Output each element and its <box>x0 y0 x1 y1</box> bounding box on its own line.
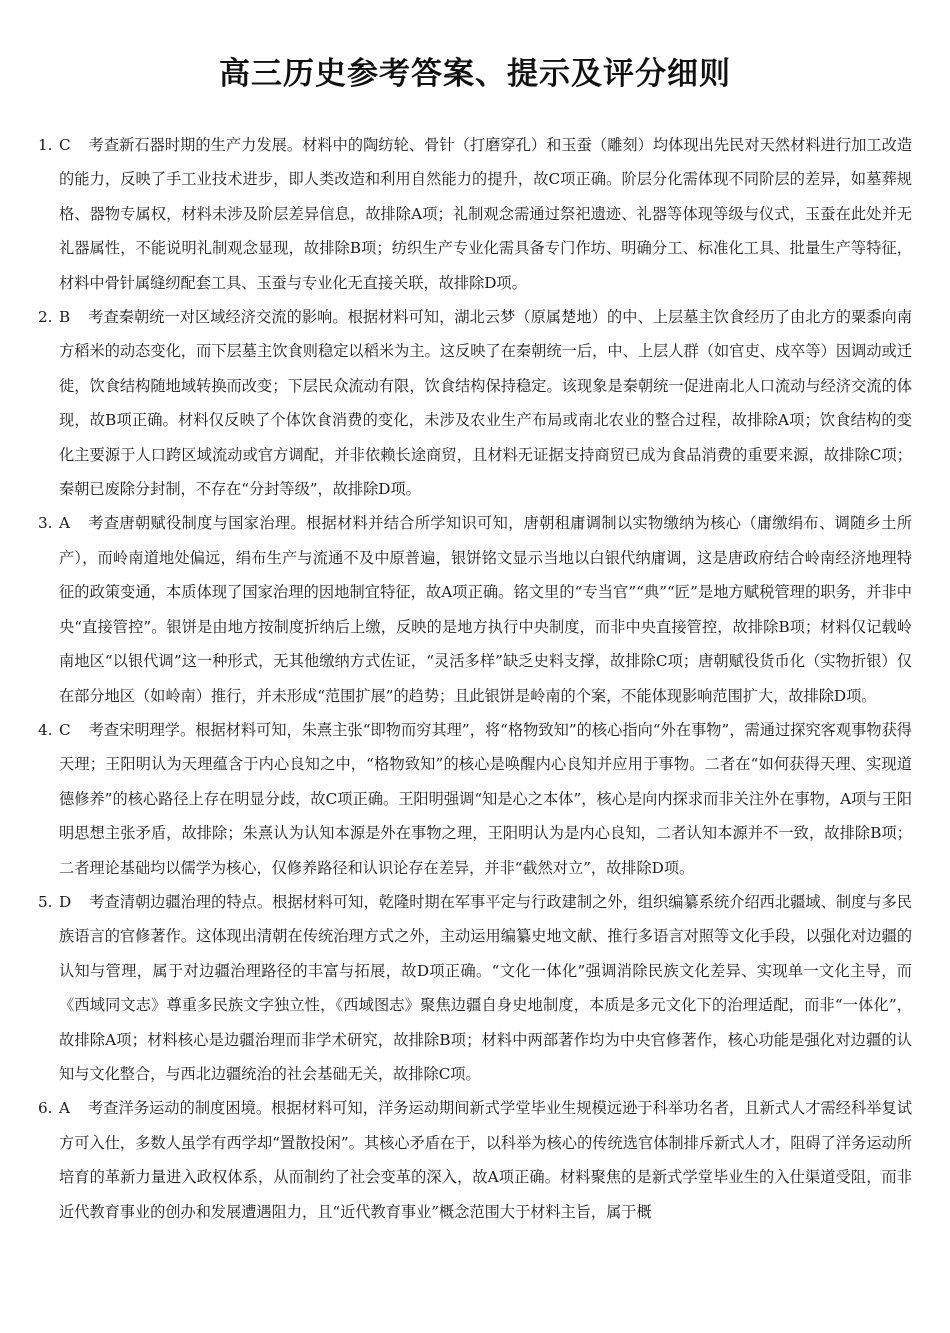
answer-choice: B <box>59 308 71 327</box>
answer-explanation: 考查宋明理学。根据材料可知，朱熹主张“即物而穷其理”，将“格物致知”的核心指向“外在事物”，需通过探究客观事物获得天理；王阳明认为天理蕴含于内心良知之中，“格物致知”的核心是唤醒内心良知并应用于事物。二者在“如何获得天理、实现道德修养”的核心路径上存在明显分歧，故C项正确。王阳明强调“知是心之本体”，核心是向内探求而非关注外在事物，A项与王阳明思想主张矛盾，故排除；朱熹认为认知本源是外在事物之理，王阳明认为是内心良知，二者认知本源并不一致，故排除B项；二者理论基础均以儒学为核心，仅修养路径和认识论存在差异，并非“截然对立”，故排除D项。 <box>59 720 912 877</box>
answer-item-3 <box>38 506 912 712</box>
answer-number: 5. <box>38 892 53 911</box>
answer-explanation: 考查洋务运动的制度困境。根据材料可知，洋务运动期间新式学堂毕业生规模远逊于科举功名者，且新式人才需经科举复试方可入仕，多数人虽学有西学却“置散投闲”。其核心矛盾在于，以科举为核心的传统选官体制排斥新式人才，阻碍了洋务运动所培育的革新力量进入政权体系，从而制约了社会变革的深入，故A项正确。材料聚焦的是新式学堂毕业生的入仕渠道受阻，而非近代教育事业的创办和发展遭遇阻力，且“近代教育事业”概念范围大于材料主旨，属于概 <box>59 1099 912 1221</box>
answer-explanation: 考查唐朝赋役制度与国家治理。根据材料并结合所学知识可知，唐朝租庸调制以实物缴纳为核心（庸缴绢布、调随乡土所产），而岭南道地处偏远，绢布生产与流通不及中原普遍，银饼铭文显示当地以白银代纳庸调，这是唐政府结合岭南经济地理特征的政策变通，本质体现了国家治理的因地制宜特征，故A项正确。铭文里的“专当官”“典”“匠”是地方赋税管理的职务，并非中央“直接管控”。银饼是由地方按制度折纳后上缴，反映的是地方执行中央制度，而非中央直接管控，故排除B项；材料仅记载岭南地区“以银代调”这一种形式，无其他缴纳方式佐证，“灵活多样”缺乏史料支撑，故排除C项；唐朝赋役货币化（实物折银）仅在部分地区（如岭南）推行，并未形成“范围扩展”的趋势；且此银饼是岭南的个案，不能体现影响范围扩大，故排除D项。 <box>59 514 912 705</box>
answer-item-5 <box>38 885 912 1091</box>
answer-number: 4. <box>38 720 53 739</box>
answer-choice: A <box>59 514 70 533</box>
answer-explanation: 考查秦朝统一对区域经济交流的影响。根据材料可知，湖北云梦（原属楚地）的中、上层墓主饮食经历了由北方的粟黍向南方稻米的动态变化，而下层墓主饮食则稳定以稻米为主。这反映了在秦朝统一后，中、上层人群（如官吏、戍卒等）因调动或迁徙，饮食结构随地域转换而改变；下层民众流动有限，饮食结构保持稳定。该现象是秦朝统一促进南北人口流动与经济交流的体现，故B项正确。材料仅反映了个体饮食消费的变化，未涉及农业生产布局或南北农业的整合过程，故排除A项；饮食结构的变化主要源于人口跨区域流动或官方调配，并非依赖长途商贸，且材料无证据支持商贸已成为食品消费的重要来源，故排除C项；秦朝已废除分封制，不存在“分封等级”，故排除D项。 <box>59 308 912 499</box>
answer-choice: A <box>59 1099 70 1118</box>
page-title: 高三历史参考答案、提示及评分细则 <box>219 56 731 92</box>
answer-number: 3. <box>38 514 53 533</box>
answer-explanation: 考查清朝边疆治理的特点。根据材料可知，乾隆时期在军事平定与行政建制之外，组织编纂系统介绍西北疆域、制度与多民族语言的官修著作。这体现出清朝在传统治理方式之外，主动运用编纂史地文献、推行多语言对照等文化手段，以强化对边疆的认知与管理，属于对边疆治理路径的丰富与拓展，故D项正确。“文化一体化”强调消除民族文化差异、实现单一文化主导，而《西域同文志》尊重多民族文字独立性，《西域图志》聚焦边疆自身史地制度，本质是多元文化下的治理适配，而非“一体化”，故排除A项；材料核心是边疆治理而非学术研究，故排除B项；材料中两部著作均为中央官修著作，核心功能是强化对边疆的认知与文化整合，与西北边疆统治的社会基础无关，故排除C项。 <box>59 892 912 1083</box>
answer-number: 2. <box>38 308 53 327</box>
answer-item-4 <box>38 713 912 885</box>
answer-choice: C <box>59 720 71 739</box>
answer-choice: C <box>59 136 71 154</box>
answer-item-6 <box>38 1091 912 1229</box>
answer-number: 6. <box>38 1099 53 1118</box>
answer-item-1 <box>38 128 912 300</box>
answer-list <box>38 128 912 1229</box>
answer-explanation: 考查新石器时期的生产力发展。材料中的陶纺轮、骨针（打磨穿孔）和玉蚕（雕刻）均体现出先民对天然材料进行加工改造的能力，反映了手工业技术进步，即人类改造和利用自然能力的提升，故C项正确。阶层分化需体现不同阶层的差异，如墓葬规格、器物专属权，材料未涉及阶层差异信息，故排除A项；礼制观念需通过祭祀遗迹、礼器等体现等级与仪式，玉蚕在此处并无礼器属性，不能说明礼制观念显现，故排除B项；纺织生产专业化需具备专门作坊、明确分工、标准化工具、批量生产等特征，材料中骨针属缝纫配套工具、玉蚕与专业化无直接关联，故排除D项。 <box>59 136 912 292</box>
answer-number: 1. <box>38 136 53 154</box>
answer-item-2 <box>38 300 912 506</box>
answer-choice: D <box>59 892 72 911</box>
